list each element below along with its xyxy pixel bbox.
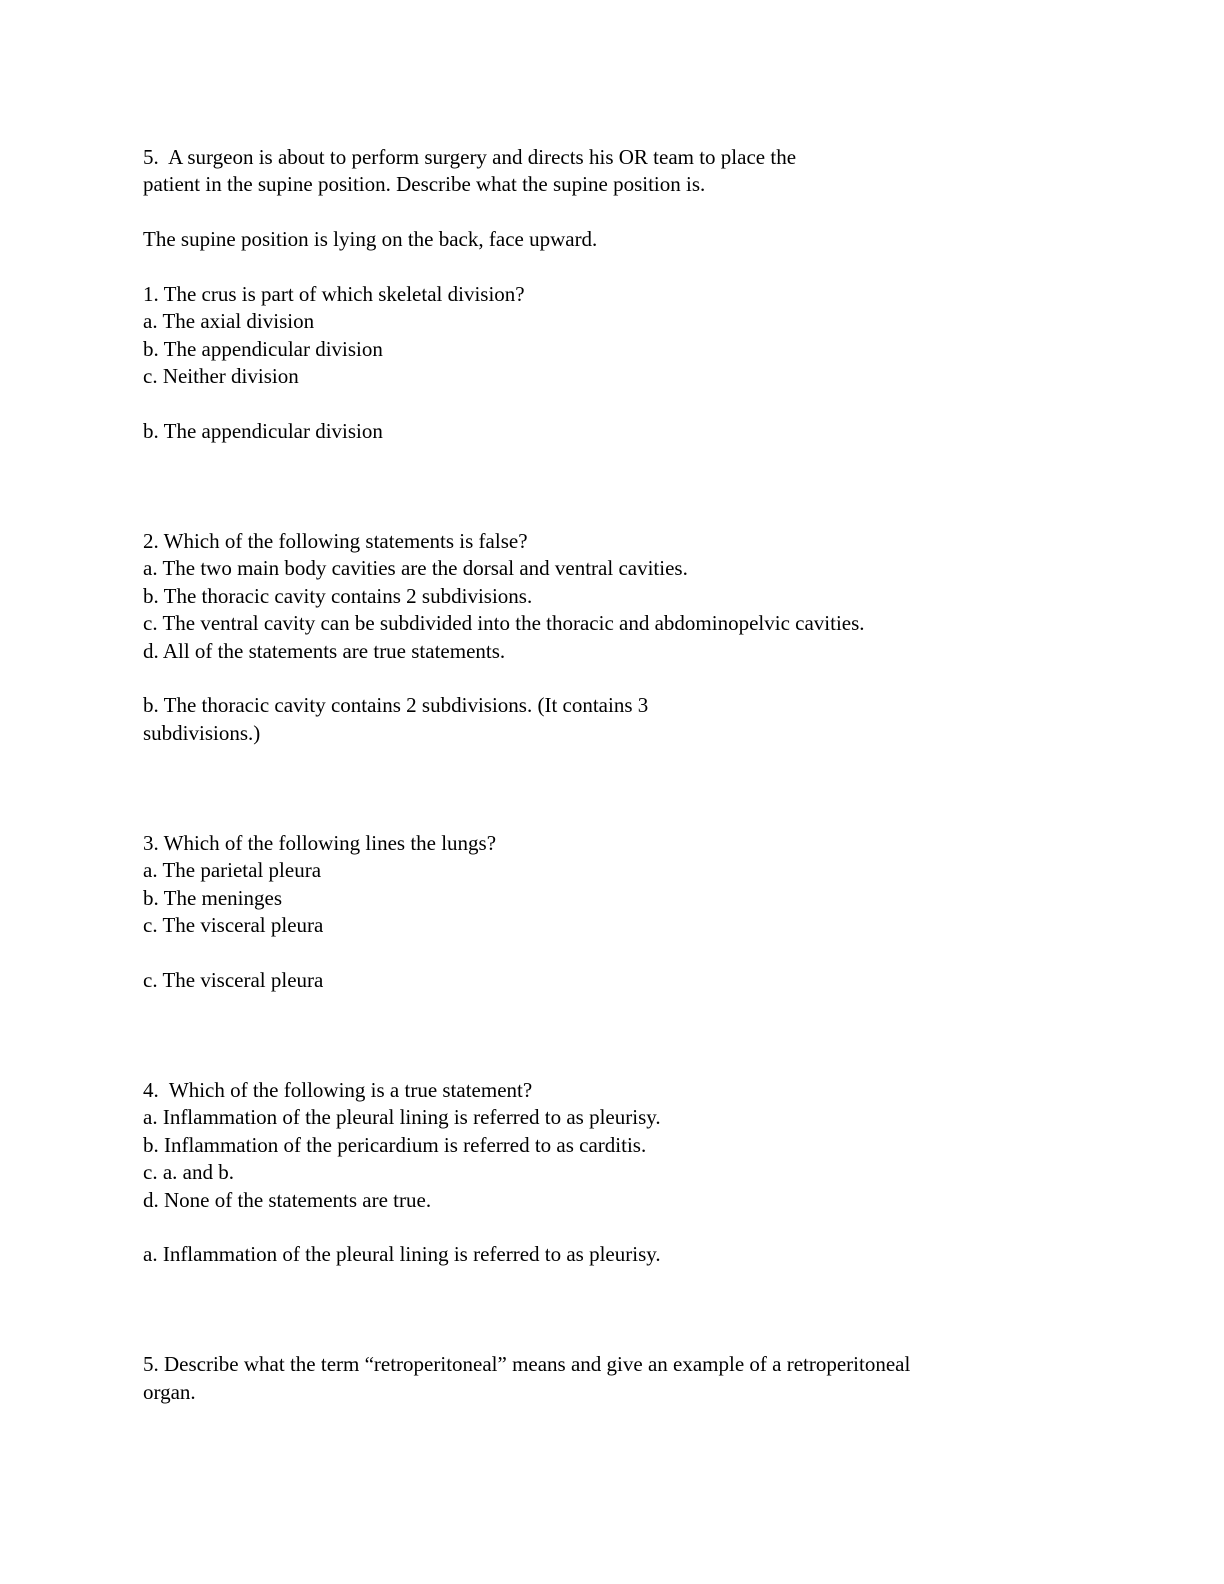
question-text: 5. A surgeon is about to perform surgery and directs his OR team to place the	[143, 145, 797, 169]
option-b: b. The appendicular division	[143, 337, 383, 361]
question-text: 3. Which of the following lines the lungs?	[143, 831, 497, 855]
option-a: a. The parietal pleura	[143, 858, 322, 882]
option-c: c. a. and b.	[143, 1160, 234, 1184]
question-text: 4. Which of the following is a true statement?	[143, 1078, 533, 1102]
option-a: a. Inflammation of the pleural lining is referred to as pleurisy.	[143, 1105, 661, 1129]
option-b: b. The meninges	[143, 886, 283, 910]
answer-text: The supine position is lying on the back, face upward.	[143, 227, 598, 251]
answer-text: a. Inflammation of the pleural lining is referred to as pleurisy.	[143, 1242, 661, 1266]
option-d: d. None of the statements are true.	[143, 1188, 432, 1212]
answer-text: subdivisions.)	[143, 721, 261, 745]
option-c: c. Neither division	[143, 364, 299, 388]
question-text: patient in the supine position. Describe what the supine position is.	[143, 172, 706, 196]
question-text: 5. Describe what the term “retroperitoneal” means and give an example of a retroperitoneal	[143, 1352, 911, 1376]
answer-text: c. The visceral pleura	[143, 968, 324, 992]
question-text: 1. The crus is part of which skeletal division?	[143, 282, 525, 306]
option-d: d. All of the statements are true statements.	[143, 639, 506, 663]
option-a: a. The two main body cavities are the dorsal and ventral cavities.	[143, 556, 688, 580]
answer-text: b. The appendicular division	[143, 419, 383, 443]
option-b: b. Inflammation of the pericardium is referred to as carditis.	[143, 1133, 647, 1157]
answer-text: b. The thoracic cavity contains 2 subdivisions. (It contains 3	[143, 693, 649, 717]
option-c: c. The ventral cavity can be subdivided into the thoracic and abdominopelvic cavities.	[143, 611, 865, 635]
question-text: 2. Which of the following statements is false?	[143, 529, 528, 553]
option-a: a. The axial division	[143, 309, 315, 333]
question-text: organ.	[143, 1380, 196, 1404]
option-c: c. The visceral pleura	[143, 913, 324, 937]
option-b: b. The thoracic cavity contains 2 subdivisions.	[143, 584, 533, 608]
